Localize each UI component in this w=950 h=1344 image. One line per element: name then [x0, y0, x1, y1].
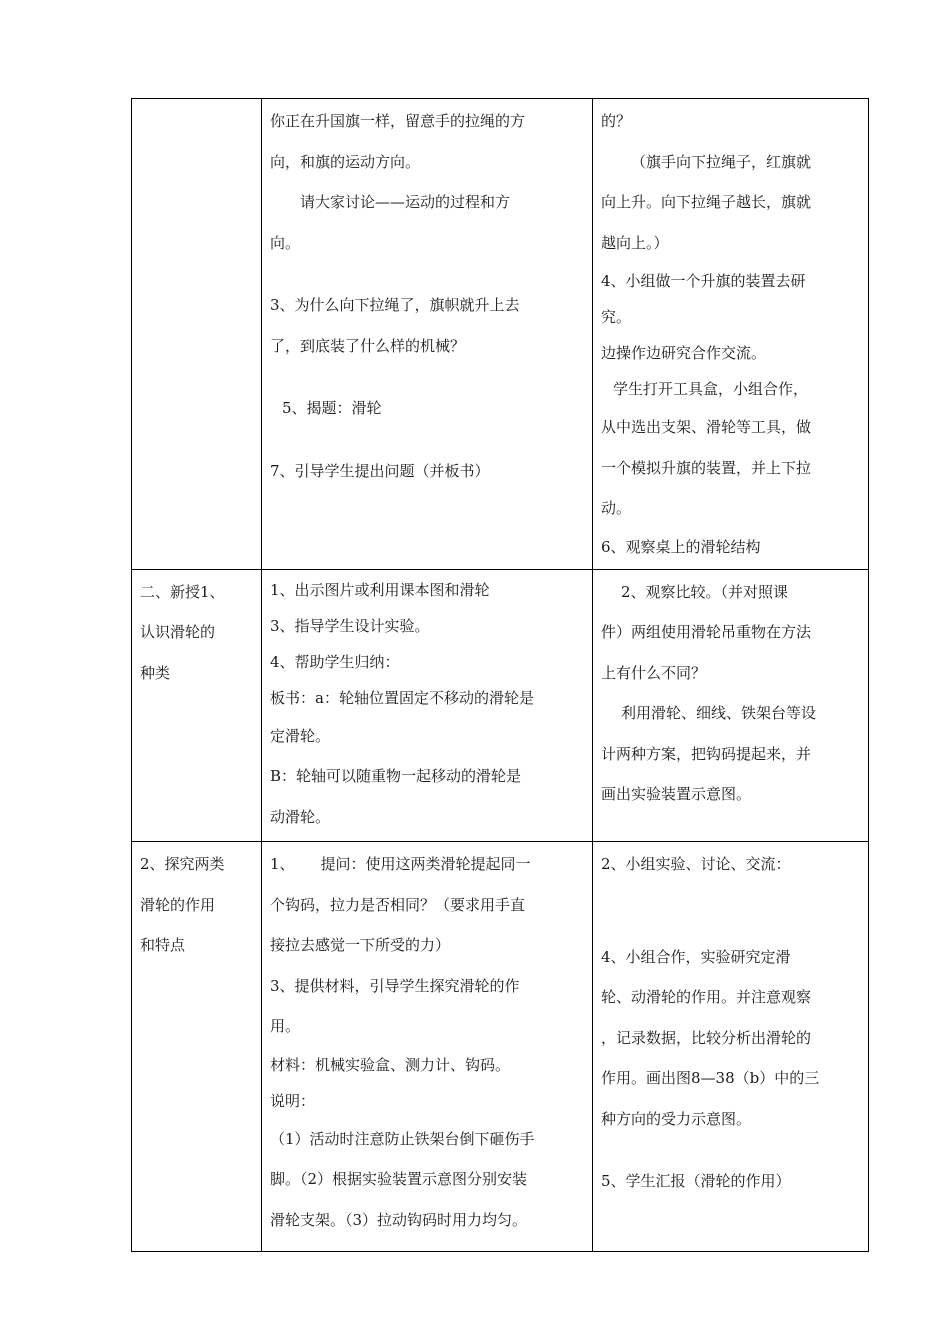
- text-line: 认识滑轮的: [140, 623, 216, 641]
- lesson-plan-table: [131, 98, 869, 1252]
- text-line: B：轮轴可以随重物一起移动的滑轮是: [270, 767, 522, 785]
- text-line: 定滑轮。: [270, 726, 331, 745]
- table-row: [132, 842, 869, 1252]
- text-line: 究。: [601, 308, 632, 326]
- text-line: 滑轮的作用: [140, 895, 216, 914]
- student-activity-cell: [593, 569, 869, 842]
- teacher-activity-cell: [262, 842, 593, 1252]
- text-line: 3、提供材料，引导学生探究滑轮的作: [270, 976, 520, 995]
- text-line: 3、为什么向下拉绳了，旗帜就升上去: [270, 296, 520, 314]
- text-line: 一个模拟升旗的装置，并上下拉: [601, 458, 812, 477]
- text-line: 学生打开工具盒，小组合作，: [613, 380, 809, 398]
- text-line: 二、新授1、: [140, 582, 225, 601]
- student-activity-cell: [593, 842, 869, 1252]
- teacher-activity-cell: [262, 569, 593, 842]
- text-line: 6、观察桌上的滑轮结构: [601, 537, 761, 556]
- text-line: 向。: [270, 233, 301, 252]
- text-line: 1、 提问：使用这两类滑轮提起同一: [270, 855, 531, 873]
- text-line: 向，和旗的运动方向。: [270, 152, 421, 171]
- text-line: 向上升。向下拉绳子越长，旗就: [601, 193, 812, 211]
- text-line: 利用滑轮、细线、铁架台等设: [621, 704, 817, 722]
- text-line: 4、帮助学生归纳：: [270, 652, 400, 671]
- text-line: 你正在升国旗一样，留意手的拉绳的方: [270, 112, 526, 130]
- stage-cell: [132, 842, 262, 1252]
- text-line: 计两种方案，把钩码提起来，并: [601, 744, 812, 763]
- text-line: 画出实验装置示意图。: [601, 785, 752, 803]
- text-line: 个钩码，拉力是否相同？（要求用手直: [270, 895, 526, 914]
- text-line: 件）两组使用滑轮吊重物在方法: [601, 623, 812, 641]
- text-line: （旗手向下拉绳子，红旗就: [631, 152, 812, 171]
- table-row: [132, 99, 869, 570]
- stage-cell: [132, 569, 262, 842]
- student-activity-cell: [593, 99, 869, 570]
- text-line: 板书：a：轮轴位置固定不移动的滑轮是: [270, 688, 534, 707]
- text-line: 的？: [601, 112, 632, 130]
- text-line: 脚。（2）根据实验装置示意图分别安装: [270, 1170, 528, 1188]
- text-line: 越向上。）: [601, 233, 669, 252]
- text-line: 动。: [601, 499, 632, 517]
- text-line: 上有什么不同？: [601, 663, 707, 682]
- text-line: 边操作边研究合作交流。: [601, 344, 767, 362]
- text-line: 5、揭题：滑轮: [282, 399, 382, 417]
- text-line: （1）活动时注意防止铁架台倒下砸伤手: [270, 1129, 535, 1148]
- text-line: 和特点: [140, 936, 186, 954]
- text-line: 种类: [140, 663, 171, 682]
- table-row: [132, 569, 869, 842]
- teacher-activity-cell: [262, 99, 593, 570]
- text-line: 材料：机械实验盒、测力计、钩码。: [270, 1055, 511, 1074]
- text-line: 5、学生汇报（滑轮的作用）: [601, 1172, 791, 1190]
- text-line: ，记录数据，比较分析出滑轮的: [601, 1028, 812, 1047]
- text-line: 滑轮支架。（3）拉动钩码时用力均匀。: [270, 1210, 528, 1229]
- text-line: 说明：: [270, 1091, 316, 1110]
- text-line: 1、出示图片或利用课本图和滑轮: [270, 580, 490, 599]
- text-line: 4、小组合作，实验研究定滑: [601, 947, 791, 966]
- text-line: 接拉去感觉一下所受的力）: [270, 936, 451, 954]
- text-line: 3、指导学生设计实验。: [270, 616, 430, 635]
- text-line: 作用。画出图8—38（b）中的三: [601, 1069, 820, 1087]
- text-line: 了，到底装了什么样的机械？: [270, 336, 466, 355]
- text-line: 2、观察比较。（并对照课: [621, 582, 789, 601]
- text-line: 2、探究两类: [140, 855, 225, 873]
- text-line: 轮、动滑轮的作用。并注意观察: [601, 988, 812, 1006]
- text-line: 种方向的受力示意图。: [601, 1109, 752, 1128]
- text-line: 从中选出支架、滑轮等工具，做: [601, 418, 812, 436]
- text-line: 用。: [270, 1017, 301, 1035]
- text-line: 动滑轮。: [270, 807, 331, 826]
- text-line: 2、小组实验、讨论、交流：: [601, 855, 791, 873]
- text-line: 4、小组做一个升旗的装置去研: [601, 272, 806, 290]
- text-line: 7、引导学生提出问题（并板书）: [270, 461, 490, 480]
- text-line: 请大家讨论——运动的过程和方: [300, 193, 511, 211]
- stage-cell: [132, 99, 262, 570]
